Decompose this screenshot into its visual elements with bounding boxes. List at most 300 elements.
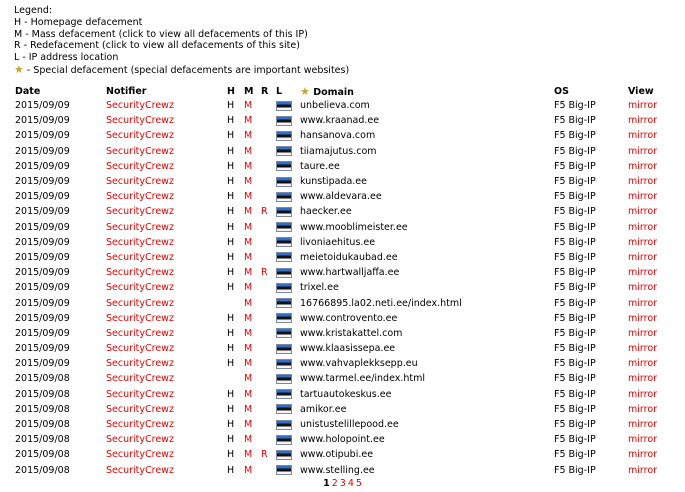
estonia-flag-icon (276, 374, 292, 384)
row-os: F5 Big-IP (554, 449, 596, 461)
row-homepage-flag (225, 371, 242, 386)
row-date: 2015/09/09 (15, 312, 70, 324)
row-domain: www.kristakattel.com (300, 327, 403, 339)
row-redeface-link[interactable] (259, 311, 274, 326)
row-date: 2015/09/09 (15, 145, 70, 157)
row-os: F5 Big-IP (554, 100, 596, 112)
row-os: F5 Big-IP (554, 282, 596, 294)
row-mass-link[interactable]: M (244, 145, 253, 157)
row-date: 2015/09/08 (15, 434, 70, 446)
row-homepage-flag: H (227, 145, 235, 157)
mirror-link[interactable]: mirror (628, 419, 658, 431)
table-row (13, 220, 673, 235)
row-domain: www.controvento.ee (300, 312, 398, 324)
page-link[interactable]: 2 (331, 478, 338, 489)
row-homepage-flag: H (227, 343, 235, 355)
mirror-link[interactable]: mirror (628, 160, 658, 172)
table-row (13, 159, 673, 174)
row-mass-link[interactable]: M (244, 449, 253, 461)
pagination (0, 478, 685, 489)
table-row (13, 250, 673, 265)
row-homepage-flag: H (227, 434, 235, 446)
row-redeface-link[interactable] (259, 144, 274, 159)
notifier-link[interactable]: SecurityCrewz (106, 191, 174, 203)
row-date: 2015/09/09 (15, 282, 70, 294)
row-homepage-flag: H (227, 267, 235, 279)
notifier-link[interactable]: SecurityCrewz (106, 449, 174, 461)
row-date: 2015/09/09 (15, 358, 70, 370)
row-redeface-link[interactable] (259, 174, 274, 189)
mirror-link[interactable]: mirror (628, 236, 658, 248)
notifier-link[interactable]: SecurityCrewz (106, 312, 174, 324)
row-date: 2015/09/09 (15, 343, 70, 355)
row-location (274, 356, 298, 371)
row-location (274, 432, 298, 447)
row-os: F5 Big-IP (554, 419, 596, 431)
notifier-link[interactable]: SecurityCrewz (106, 160, 174, 172)
row-domain: meietoidukaubad.ee (300, 251, 398, 263)
header-r: R (261, 85, 269, 97)
row-redeface-link[interactable]: R (261, 206, 268, 218)
row-redeface-link[interactable] (259, 128, 274, 143)
page-current: 1 (323, 478, 330, 489)
notifier-link[interactable]: SecurityCrewz (106, 221, 174, 233)
row-domain: www.mooblimeister.ee (300, 221, 408, 233)
row-mass-link[interactable]: M (244, 221, 253, 233)
header-l: L (276, 85, 283, 97)
row-homepage-flag: H (227, 419, 235, 431)
row-domain: tiiamajutus.com (300, 145, 377, 157)
star-icon: ★ (14, 62, 24, 76)
mirror-link[interactable]: mirror (628, 130, 658, 142)
row-domain: unbelieva.com (300, 100, 370, 112)
row-homepage-flag: H (227, 312, 235, 324)
row-os: F5 Big-IP (554, 343, 596, 355)
row-mass-link[interactable]: M (244, 176, 253, 188)
table-row (13, 311, 673, 326)
row-mass-link[interactable]: M (244, 115, 253, 127)
row-redeface-link[interactable] (259, 417, 274, 432)
table-row (13, 463, 673, 478)
estonia-flag-icon (276, 222, 292, 232)
row-date: 2015/09/08 (15, 373, 70, 385)
row-homepage-flag: H (227, 160, 235, 172)
page-link[interactable]: 4 (347, 478, 354, 489)
row-redeface-link[interactable] (259, 250, 274, 265)
table-row (13, 295, 673, 310)
row-os: F5 Big-IP (554, 206, 596, 218)
row-mass-link[interactable]: M (244, 312, 253, 324)
row-homepage-flag: H (227, 221, 235, 233)
notifier-link[interactable]: SecurityCrewz (106, 358, 174, 370)
notifier-link[interactable]: SecurityCrewz (106, 115, 174, 127)
row-redeface-link[interactable] (259, 371, 274, 386)
row-date: 2015/09/08 (15, 464, 70, 476)
header-domain (298, 84, 552, 98)
row-domain: www.stelling.ee (300, 464, 375, 476)
notifier-link[interactable]: SecurityCrewz (106, 100, 174, 112)
row-redeface-link[interactable] (259, 113, 274, 128)
estonia-flag-icon (276, 359, 292, 369)
row-date: 2015/09/09 (15, 327, 70, 339)
table-row (13, 113, 673, 128)
row-date: 2015/09/09 (15, 236, 70, 248)
row-domain: unistustelillepood.ee (300, 419, 399, 431)
row-os: F5 Big-IP (554, 191, 596, 203)
row-mass-link[interactable]: M (244, 343, 253, 355)
table-row (13, 144, 673, 159)
row-redeface-link[interactable]: R (261, 449, 268, 461)
header-date: Date (15, 85, 41, 97)
row-os: F5 Big-IP (554, 145, 596, 157)
notifier-link[interactable]: SecurityCrewz (106, 282, 174, 294)
row-location (274, 295, 298, 310)
estonia-flag-icon (276, 435, 292, 445)
row-domain: www.hartwalljaffa.ee (300, 267, 400, 279)
row-homepage-flag: H (227, 236, 235, 248)
row-domain: www.holopoint.ee (300, 434, 385, 446)
row-location (274, 98, 298, 113)
row-redeface-link[interactable] (259, 220, 274, 235)
row-homepage-flag: H (227, 251, 235, 263)
defacement-table (13, 84, 673, 478)
row-location (274, 447, 298, 462)
row-date: 2015/09/09 (15, 251, 70, 263)
mirror-link[interactable]: mirror (628, 206, 658, 218)
header-h: H (227, 85, 235, 97)
estonia-flag-icon (276, 161, 292, 171)
row-date: 2015/09/09 (15, 221, 70, 233)
estonia-flag-icon (276, 313, 292, 323)
row-date: 2015/09/09 (15, 176, 70, 188)
row-mass-link[interactable]: M (244, 130, 253, 142)
table-row (13, 98, 673, 113)
mirror-link[interactable]: mirror (628, 100, 658, 112)
legend-homepage: H - Homepage defacement (14, 16, 143, 28)
row-location (274, 417, 298, 432)
star-icon: ★ (300, 84, 310, 98)
row-domain: haecker.ee (300, 206, 352, 218)
notifier-link[interactable]: SecurityCrewz (106, 206, 174, 218)
table-row (13, 235, 673, 250)
row-date: 2015/09/09 (15, 191, 70, 203)
mirror-link[interactable]: mirror (628, 434, 658, 446)
table-row (13, 265, 673, 280)
row-os: F5 Big-IP (554, 176, 596, 188)
notifier-link[interactable]: SecurityCrewz (106, 464, 174, 476)
row-os: F5 Big-IP (554, 312, 596, 324)
row-redeface-link[interactable] (259, 356, 274, 371)
row-os: F5 Big-IP (554, 388, 596, 400)
estonia-flag-icon (276, 101, 292, 111)
row-date: 2015/09/09 (15, 297, 70, 309)
row-domain: tartuautokeskus.ee (300, 388, 392, 400)
row-os: F5 Big-IP (554, 403, 596, 415)
header-m: M (244, 85, 254, 97)
notifier-link[interactable]: SecurityCrewz (106, 434, 174, 446)
row-os: F5 Big-IP (554, 297, 596, 309)
estonia-flag-icon (276, 192, 292, 202)
estonia-flag-icon (276, 283, 292, 293)
mirror-link[interactable]: mirror (628, 176, 658, 188)
row-location (274, 402, 298, 417)
row-homepage-flag: H (227, 464, 235, 476)
row-redeface-link[interactable] (259, 402, 274, 417)
row-mass-link[interactable]: M (244, 251, 253, 263)
row-homepage-flag: H (227, 388, 235, 400)
row-mass-link[interactable]: M (244, 100, 253, 112)
mirror-link[interactable]: mirror (628, 449, 658, 461)
row-domain: kunstipada.ee (300, 176, 367, 188)
row-redeface-link[interactable]: R (261, 267, 268, 279)
row-homepage-flag: H (227, 206, 235, 218)
row-date: 2015/09/08 (15, 388, 70, 400)
notifier-link[interactable]: SecurityCrewz (106, 297, 174, 309)
table-row (13, 387, 673, 402)
mirror-link[interactable]: mirror (628, 373, 658, 385)
row-mass-link[interactable]: M (244, 434, 253, 446)
mirror-link[interactable]: mirror (628, 327, 658, 339)
row-homepage-flag: H (227, 358, 235, 370)
header-notifier: Notifier (106, 85, 147, 97)
estonia-flag-icon (276, 404, 292, 414)
row-location (274, 159, 298, 174)
table-row (13, 432, 673, 447)
page-link[interactable]: 5 (355, 478, 362, 489)
row-location (274, 326, 298, 341)
row-mass-link[interactable]: M (244, 236, 253, 248)
row-domain: taure.ee (300, 160, 340, 172)
estonia-flag-icon (276, 252, 292, 262)
mirror-link[interactable]: mirror (628, 115, 658, 127)
row-redeface-link[interactable] (259, 341, 274, 356)
row-homepage-flag: H (227, 449, 235, 461)
row-date: 2015/09/09 (15, 206, 70, 218)
table-row (13, 402, 673, 417)
row-redeface-link[interactable] (259, 463, 274, 478)
mirror-link[interactable]: mirror (628, 221, 658, 233)
header-os: OS (554, 85, 569, 97)
table-row (13, 417, 673, 432)
notifier-link[interactable]: SecurityCrewz (106, 373, 174, 385)
estonia-flag-icon (276, 450, 292, 460)
mirror-link[interactable]: mirror (628, 297, 658, 309)
row-homepage-flag: H (227, 115, 235, 127)
row-mass-link[interactable]: M (244, 191, 253, 203)
row-location (274, 387, 298, 402)
row-date: 2015/09/09 (15, 267, 70, 279)
notifier-link[interactable]: SecurityCrewz (106, 176, 174, 188)
table-row (13, 174, 673, 189)
table-row (13, 326, 673, 341)
row-os: F5 Big-IP (554, 434, 596, 446)
mirror-link[interactable]: mirror (628, 312, 658, 324)
estonia-flag-icon (276, 237, 292, 247)
row-mass-link[interactable]: M (244, 160, 253, 172)
header-domain-label: Domain (313, 86, 354, 98)
row-homepage-flag (225, 295, 242, 310)
row-os: F5 Big-IP (554, 160, 596, 172)
row-location (274, 280, 298, 295)
table-row (13, 189, 673, 204)
row-os: F5 Big-IP (554, 327, 596, 339)
row-mass-link[interactable]: M (244, 403, 253, 415)
row-date: 2015/09/09 (15, 130, 70, 142)
row-location (274, 371, 298, 386)
row-homepage-flag: H (227, 282, 235, 294)
table-row (13, 447, 673, 462)
row-domain: trixel.ee (300, 282, 339, 294)
row-mass-link[interactable]: M (244, 267, 253, 279)
row-domain: 16766895.la02.neti.ee/index.html (300, 297, 462, 309)
mirror-link[interactable]: mirror (628, 145, 658, 157)
row-os: F5 Big-IP (554, 267, 596, 279)
row-location (274, 113, 298, 128)
row-mass-link[interactable]: M (244, 464, 253, 476)
notifier-link[interactable]: SecurityCrewz (106, 419, 174, 431)
row-redeface-link[interactable] (259, 189, 274, 204)
table-row (13, 128, 673, 143)
notifier-link[interactable]: SecurityCrewz (106, 403, 174, 415)
estonia-flag-icon (276, 328, 292, 338)
row-os: F5 Big-IP (554, 358, 596, 370)
row-redeface-link[interactable] (259, 326, 274, 341)
row-mass-link[interactable]: M (244, 297, 253, 309)
table-row (13, 371, 673, 386)
row-date: 2015/09/08 (15, 449, 70, 461)
row-date: 2015/09/08 (15, 419, 70, 431)
estonia-flag-icon (276, 116, 292, 126)
mirror-link[interactable]: mirror (628, 251, 658, 263)
row-domain: www.aldevara.ee (300, 191, 382, 203)
row-mass-link[interactable]: M (244, 358, 253, 370)
row-redeface-link[interactable] (259, 387, 274, 402)
table-row (13, 280, 673, 295)
row-location (274, 174, 298, 189)
row-homepage-flag: H (227, 403, 235, 415)
row-domain: www.tarmel.ee/index.html (300, 373, 426, 385)
row-location (274, 311, 298, 326)
table-row (13, 341, 673, 356)
row-location (274, 341, 298, 356)
row-location (274, 128, 298, 143)
mirror-link[interactable]: mirror (628, 191, 658, 203)
row-mass-link[interactable]: M (244, 282, 253, 294)
row-redeface-link[interactable] (259, 295, 274, 310)
legend-location: L - IP address location (14, 52, 119, 64)
legend-special-label: - Special defacement (special defacements are important websites) (26, 64, 350, 76)
row-location (274, 189, 298, 204)
row-os: F5 Big-IP (554, 221, 596, 233)
row-redeface-link[interactable] (259, 159, 274, 174)
row-mass-link[interactable]: M (244, 419, 253, 431)
row-location (274, 463, 298, 478)
row-domain: www.klaasissepa.ee (300, 343, 396, 355)
row-homepage-flag: H (227, 100, 235, 112)
notifier-link[interactable]: SecurityCrewz (106, 251, 174, 263)
row-domain: livoniaehitus.ee (300, 236, 376, 248)
table-header (13, 84, 673, 98)
row-location (274, 250, 298, 265)
row-date: 2015/09/08 (15, 403, 70, 415)
legend-special (14, 64, 349, 77)
row-location (274, 265, 298, 280)
mirror-link[interactable]: mirror (628, 267, 658, 279)
estonia-flag-icon (276, 131, 292, 141)
row-date: 2015/09/09 (15, 100, 70, 112)
notifier-link[interactable]: SecurityCrewz (106, 327, 174, 339)
row-location (274, 204, 298, 219)
mirror-link[interactable]: mirror (628, 388, 658, 400)
estonia-flag-icon (276, 465, 292, 475)
row-homepage-flag: H (227, 327, 235, 339)
mirror-link[interactable]: mirror (628, 464, 658, 476)
notifier-link[interactable]: SecurityCrewz (106, 388, 174, 400)
estonia-flag-icon (276, 207, 292, 217)
estonia-flag-icon (276, 177, 292, 187)
row-homepage-flag: H (227, 130, 235, 142)
notifier-link[interactable]: SecurityCrewz (106, 267, 174, 279)
notifier-link[interactable]: SecurityCrewz (106, 343, 174, 355)
row-homepage-flag: H (227, 176, 235, 188)
row-redeface-link[interactable] (259, 235, 274, 250)
estonia-flag-icon (276, 146, 292, 156)
mirror-link[interactable]: mirror (628, 282, 658, 294)
row-domain: amikor.ee (300, 403, 347, 415)
row-domain: www.otipubi.ee (300, 449, 374, 461)
row-os: F5 Big-IP (554, 115, 596, 127)
row-domain: hansanova.com (300, 130, 376, 142)
estonia-flag-icon (276, 268, 292, 278)
row-location (274, 235, 298, 250)
legend (14, 5, 349, 77)
row-mass-link[interactable]: M (244, 373, 253, 385)
header-view: View (628, 85, 654, 97)
mirror-link[interactable]: mirror (628, 358, 658, 370)
notifier-link[interactable]: SecurityCrewz (106, 145, 174, 157)
row-date: 2015/09/09 (15, 115, 70, 127)
row-mass-link[interactable]: M (244, 206, 253, 218)
estonia-flag-icon (276, 344, 292, 354)
legend-title: Legend: (14, 5, 53, 16)
table-row (13, 204, 673, 219)
row-date: 2015/09/09 (15, 160, 70, 172)
row-mass-link[interactable]: M (244, 327, 253, 339)
row-os: F5 Big-IP (554, 373, 596, 385)
mirror-link[interactable]: mirror (628, 343, 658, 355)
row-redeface-link[interactable] (259, 280, 274, 295)
mirror-link[interactable]: mirror (628, 403, 658, 415)
row-redeface-link[interactable] (259, 432, 274, 447)
notifier-link[interactable]: SecurityCrewz (106, 130, 174, 142)
notifier-link[interactable]: SecurityCrewz (106, 236, 174, 248)
row-homepage-flag: H (227, 191, 235, 203)
legend-redefacement: R - Redefacement (click to view all defacements of this site) (14, 40, 300, 52)
estonia-flag-icon (276, 420, 292, 430)
row-os: F5 Big-IP (554, 251, 596, 263)
page-link[interactable]: 3 (339, 478, 346, 489)
row-domain: www.kraanad.ee (300, 115, 380, 127)
estonia-flag-icon (276, 298, 292, 308)
row-redeface-link[interactable] (259, 98, 274, 113)
row-mass-link[interactable]: M (244, 388, 253, 400)
row-os: F5 Big-IP (554, 130, 596, 142)
legend-mass: M - Mass defacement (click to view all defacements of this IP) (14, 28, 308, 40)
estonia-flag-icon (276, 389, 292, 399)
row-location (274, 220, 298, 235)
row-os: F5 Big-IP (554, 464, 596, 476)
row-os: F5 Big-IP (554, 236, 596, 248)
